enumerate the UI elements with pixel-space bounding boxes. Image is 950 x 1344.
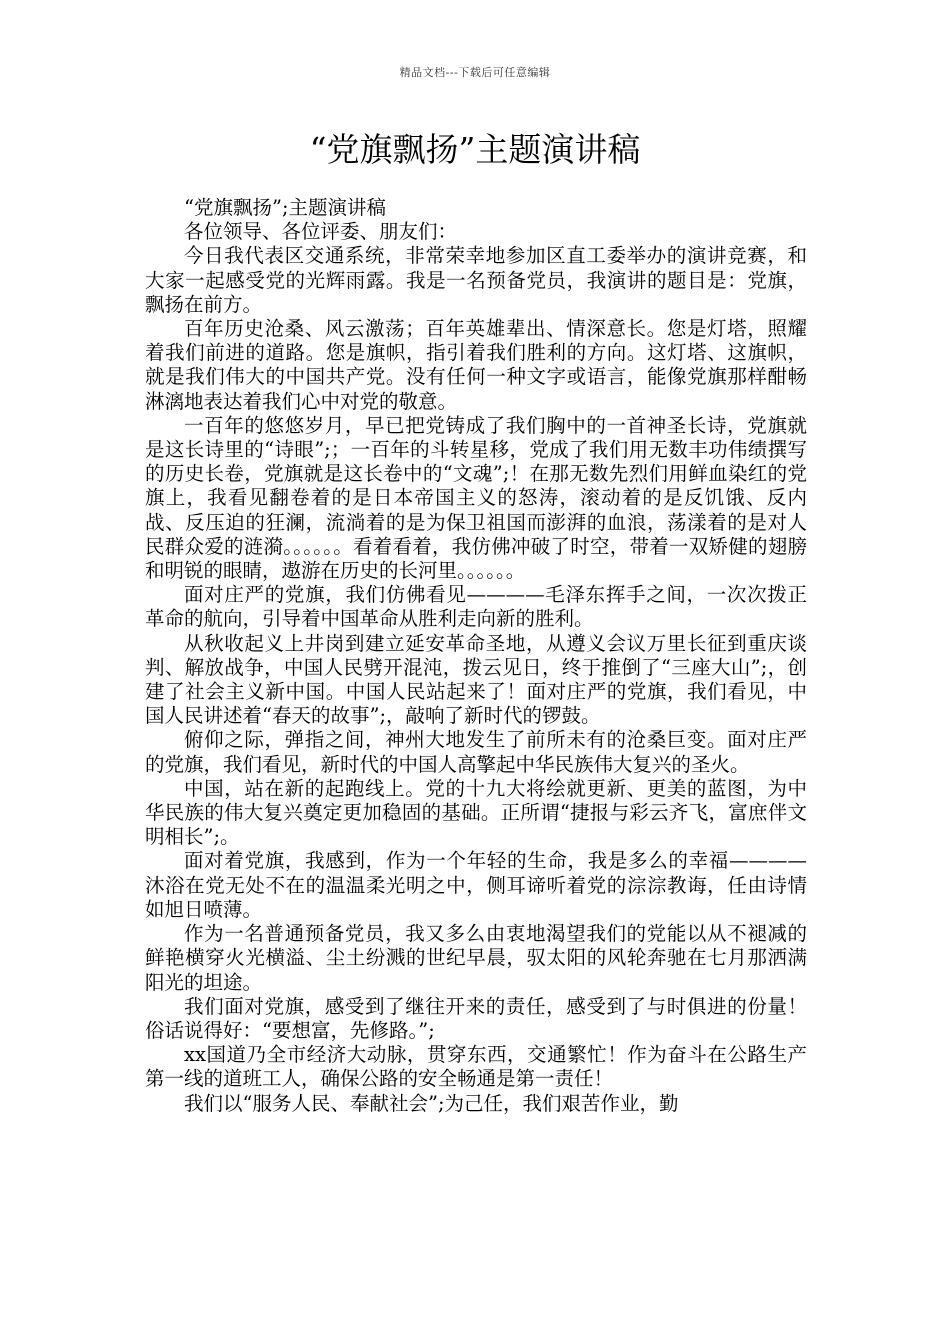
document-body — [145, 196, 807, 1116]
paragraph: 面对庄严的党旗，我们仿佛看见————毛泽东挥手之间，一次次拨正革命的航向，引导着中国革命从胜利走向新的胜利。 — [145, 583, 807, 631]
document-title: “党旗飘扬”主题演讲稿 — [309, 130, 641, 169]
paragraph: xx国道乃全市经济大动脉，贯穿东西，交通繁忙！作为奋斗在公路生产第一线的道班工人，确保公路的安全畅通是第一责任！ — [145, 1043, 807, 1091]
paragraph: 我们面对党旗，感受到了继往开来的责任，感受到了与时俱进的份量！俗话说得好：“要想富，先修路。”; — [145, 994, 807, 1042]
paragraph: 今日我代表区交通系统，非常荣幸地参加区直工委举办的演讲竞赛，和大家一起感受党的光辉雨露。我是一名预备党员，我演讲的题目是：党旗，飘扬在前方。 — [145, 244, 807, 316]
paragraph: 中国，站在新的起跑线上。党的十九大将绘就更新、更美的蓝图，为中华民族的伟大复兴奠定更加稳固的基础。正所谓“捷报与彩云齐飞，富庶伴文明相长”;。 — [145, 776, 807, 849]
paragraph: 一百年的悠悠岁月，早已把党铸成了我们胸中的一首神圣长诗，党旗就是这长诗里的“诗眼”;；一百年的斗转星移，党成了我们用无数丰功伟绩撰写的历史长卷，党旗就是这长卷中的“文魂”;！在那无数先烈们用鲜血染红的党旗上，我看见翻卷着的是日本帝国主义的怒涛，滚动着的是反饥饿、反内战、反压迫的狂澜，流淌着的是为保卫祖国而澎湃的血浪，荡漾着的是对人民群众爱的涟漪。。。。。。看着看着，我仿佛冲破了时空，带着一双矫健的翅膀和明锐的眼睛，遨游在历史的长河里。。。。。。 — [145, 413, 807, 583]
paragraph: 俯仰之际，弹指之间，神州大地发生了前所未有的沧桑巨变。面对庄严的党旗，我们看见，新时代的中国人高擎起中华民族伟大复兴的圣火。 — [145, 728, 807, 776]
paragraph: “党旗飘扬”;主题演讲稿 — [184, 196, 387, 219]
paragraph: 我们以“服务人民、奉献社会”;为己任，我们艰苦作业，勤 — [184, 1091, 679, 1115]
paragraph: 百年历史沧桑、风云激荡；百年英雄辈出、情深意长。您是灯塔，照耀着我们前进的道路。您是旗帜，指引着我们胜利的方向。这灯塔、这旗帜，就是我们伟大的中国共产党。没有任何一种文字或语言，能像党旗那样酣畅淋漓地表达着我们心中对党的敬意。 — [145, 317, 807, 413]
paragraph: 面对着党旗，我感到，作为一个年轻的生命，我是多么的幸福————沐浴在党无处不在的温温柔光明之中，侧耳谛听着党的淙淙教诲，任由诗情如旭日喷薄。 — [145, 849, 807, 921]
paragraph: 从秋收起义上井岗到建立延安革命圣地，从遵义会议万里长征到重庆谈判、解放战争，中国人民劈开混沌，拨云见日，终于推倒了“三座大山”;，创建了社会主义新中国。中国人民站起来了！面对庄严的党旗，我们看见，中国人民讲述着“春天的故事”;，敲响了新时代的锣鼓。 — [145, 631, 807, 728]
paragraph: 各位领导、各位评委、朋友们： — [184, 220, 458, 244]
paragraph: 作为一名普通预备党员，我又多么由衷地渴望我们的党能以从不褪减的鲜艳横穿火光横溢、尘土纷溅的世纪早晨，驭太阳的风轮奔驰在七月那洒满阳光的坦途。 — [145, 922, 807, 994]
page-header: 精品文档---下载后可任意编辑 — [399, 66, 551, 79]
